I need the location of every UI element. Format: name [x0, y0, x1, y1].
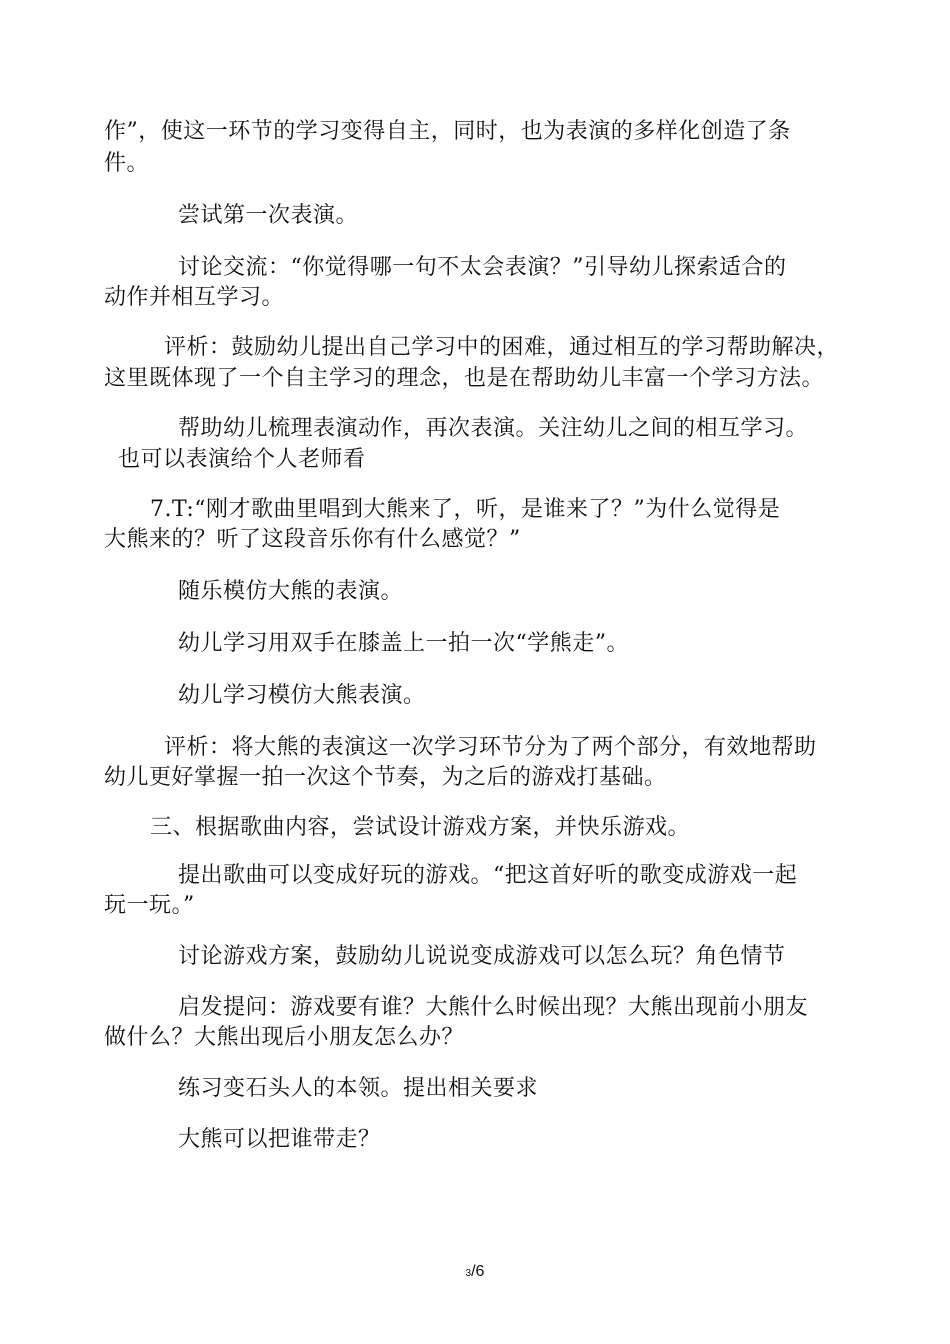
page-number-current: 3: [465, 1268, 472, 1279]
text-line: 作”，使这一环节的学习变得自主，同时，也为表演的多样化创造了条: [104, 119, 791, 144]
text-line: 这里既体现了一个自主学习的理念，也是在帮助幼儿丰富一个学习方法。: [104, 366, 825, 391]
text-line: 尝试第一次表演。: [178, 203, 359, 228]
text-line: 玩一玩。”: [104, 893, 195, 918]
text-line: 大熊可以把谁带走？: [178, 1127, 381, 1152]
text-line: 动作并相互学习。: [104, 285, 285, 310]
text-line: 三、根据歌曲内容，尝试设计游戏方案，并快乐游戏。: [150, 815, 691, 840]
text-line: 大熊来的？听了这段音乐你有什么感觉？”: [104, 527, 521, 552]
text-line: 提出歌曲可以变成好玩的游戏。“把这首好听的歌变成游戏一起: [178, 863, 798, 888]
text-line: 启发提问：游戏要有谁？大熊什么时候出现？大熊出现前小朋友: [178, 995, 809, 1020]
text-line: 评析：鼓励幼儿提出自己学习中的困难，通过相互的学习帮助解决，: [164, 335, 840, 360]
text-line: 随乐模仿大熊的表演。: [178, 579, 404, 604]
text-line: 帮助幼儿梳理表演动作，再次表演。关注幼儿之间的相互学习。: [178, 416, 809, 441]
text-line: 评析：将大熊的表演这一次学习环节分为了两个部分，有效地帮助: [164, 735, 817, 760]
text-line: 幼儿学习模仿大熊表演。: [178, 683, 426, 708]
text-line: 件。: [104, 151, 150, 176]
text-line: 7.T:“刚才歌曲里唱到大熊来了，听，是谁来了？”为什么觉得是: [150, 497, 781, 522]
text-line: 也可以表演给个人老师看: [118, 447, 366, 472]
page-number: [0, 1263, 950, 1283]
text-line: 练习变石头人的本领。提出相关要求: [178, 1076, 539, 1101]
text-line: 幼儿学习用双手在膝盖上一拍一次“学熊走”。: [178, 631, 629, 656]
text-line: 做什么？大熊出现后小朋友怎么办？: [104, 1025, 465, 1050]
page-number-total: /6: [471, 1263, 485, 1280]
text-line: 幼儿更好掌握一拍一次这个节奏，为之后的游戏打基础。: [104, 765, 667, 790]
text-line: 讨论游戏方案，鼓励幼儿说说变成游戏可以怎么玩？角色情节: [178, 944, 786, 969]
text-line: 讨论交流：“你觉得哪一句不太会表演？”引导幼儿探索适合的: [178, 255, 787, 280]
